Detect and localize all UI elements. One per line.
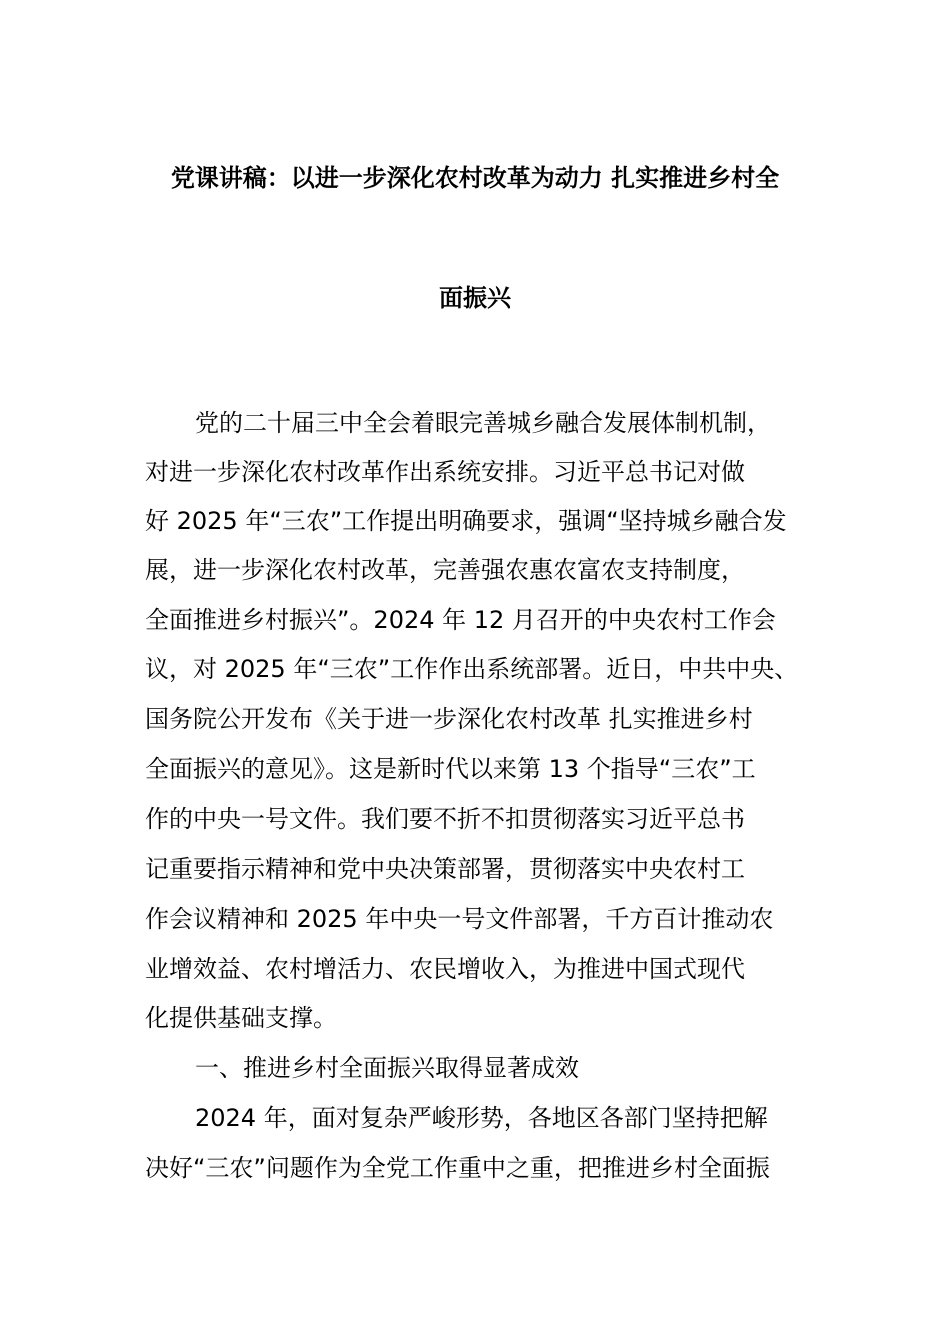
paragraph-line: 国务院公开发布《关于进一步深化农村改革 扎实推进乡村 xyxy=(145,705,753,733)
paragraph-line: 议，对 2025 年“三农”工作作出系统部署。近日，中共中央、 xyxy=(145,655,799,683)
paragraph-line: 对进一步深化农村改革作出系统安排。习近平总书记对做 xyxy=(145,458,745,486)
paragraph-line: 全面振兴的意见》。这是新时代以来第 13 个指导“三农”工 xyxy=(145,755,756,783)
paragraph-line: 作的中央一号文件。我们要不折不扣贯彻落实习近平总书 xyxy=(145,805,745,833)
paragraph-line: 全面推进乡村振兴”。2024 年 12 月召开的中央农村工作会 xyxy=(145,606,776,634)
paragraph-line: 业增效益、农村增活力、农民增收入，为推进中国式现代 xyxy=(145,955,745,983)
paragraph-line: 记重要指示精神和党中央决策部署，贯彻落实中央农村工 xyxy=(145,855,745,883)
document-title-line-2: 面振兴 xyxy=(439,284,511,312)
paragraph-line: 展，进一步深化农村改革，完善强农惠农富农支持制度， xyxy=(145,556,745,584)
paragraph-line: 化提供基础支撑。 xyxy=(145,1004,337,1032)
paragraph-line: 决好“三农”问题作为全党工作重中之重，把推进乡村全面振 xyxy=(145,1154,770,1182)
section-heading-1: 一、推进乡村全面振兴取得显著成效 xyxy=(195,1054,579,1082)
paragraph-line: 2024 年，面对复杂严峻形势，各地区各部门坚持把解 xyxy=(195,1104,768,1132)
paragraph-line: 好 2025 年“三农”工作提出明确要求，强调“坚持城乡融合发 xyxy=(145,507,787,535)
paragraph-line: 党的二十届三中全会着眼完善城乡融合发展体制机制， xyxy=(195,409,771,437)
paragraph-line: 作会议精神和 2025 年中央一号文件部署，千方百计推动农 xyxy=(145,905,774,933)
document-title-line-1: 党课讲稿：以进一步深化农村改革为动力 扎实推进乡村全 xyxy=(170,164,780,192)
